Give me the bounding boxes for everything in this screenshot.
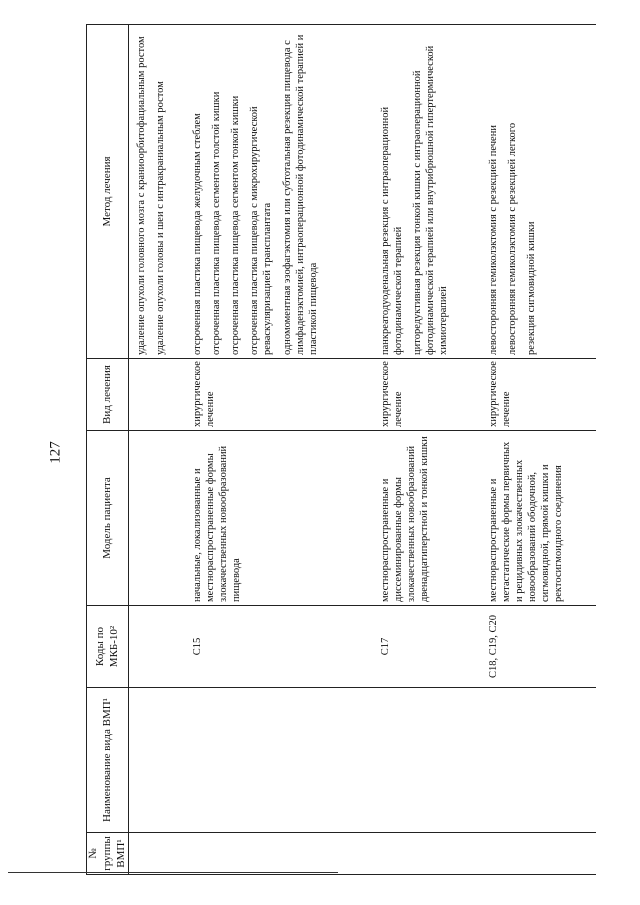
method-item: левосторонняя гемиколэктомия с резекцией легкого	[506, 122, 518, 355]
header-vmp-name: Наименование вида ВМП¹	[87, 688, 129, 833]
table-header-row	[87, 25, 129, 875]
method-item: отсроченная пластика пищевода желудочным стеблем	[191, 113, 203, 355]
cell-methods	[487, 25, 596, 359]
cell-group	[379, 833, 487, 875]
cell-code	[129, 606, 191, 688]
method-item: отсроченная пластика пищевода сегментом тонкой кишки	[230, 95, 242, 355]
cell-type: хирургическое лечение	[379, 359, 487, 431]
cell-type	[129, 359, 191, 431]
method-item: удаление опухоли головы и шеи с интракраниальным ростом	[155, 81, 167, 355]
method-item: циторедуктивная резекция тонкой кишки с интраоперационной фотодинамической терапией или внутрибрюшной гипертермической химиотерапией	[411, 45, 450, 355]
table-row	[487, 25, 596, 875]
cell-model: местнораспространенные и метастатические формы первичных и рецидивных злокачественных новообразований ободочной, сигмовидной, прямой кишки и ректосигмоидного соединения	[487, 431, 596, 606]
header-patient-model: Модель пациента	[87, 431, 129, 606]
cell-type: хирургическое лечение	[487, 359, 596, 431]
rotated-table-container	[86, 15, 606, 875]
method-item: левосторонняя гемиколэктомия с резекцией печени	[487, 125, 499, 355]
header-treatment-method: Метод лечения	[87, 25, 129, 359]
method-item: удаление опухоли головного мозга с краниоорбитофациальным ростом	[136, 36, 148, 355]
table-row	[191, 25, 379, 875]
method-item: панкреатодуоденальная резекция с интраоперационной фотодинамической терапией	[379, 106, 404, 355]
method-item: отсроченная пластика пищевода с микрохирургической реваскуляризацией трансплантата	[249, 106, 274, 355]
cell-methods	[129, 25, 191, 359]
method-item: отсроченная пластика пищевода сегментом толстой кишки	[211, 91, 223, 355]
vmp-table	[86, 24, 596, 875]
cell-code: C15	[191, 606, 379, 688]
page-number: 127	[47, 441, 64, 464]
cell-code: C17	[379, 606, 487, 688]
method-item: одномоментная эзофагэктомия или субтотальная резекция пищевода с лимфаденэктомией, интраоперационной фотодинамической терапией и пластикой пищевода	[281, 34, 319, 355]
header-treatment-type: Вид лечения	[87, 359, 129, 431]
cell-code: C18, C19, C20	[487, 606, 596, 688]
cell-model: местнораспространенные и диссеминированные формы злокачественных новообразований двенадцатиперстной и тонкой кишки	[379, 431, 487, 606]
table-row	[129, 25, 191, 875]
method-item: резекция сигмовидной кишки	[525, 221, 537, 355]
cell-group	[129, 833, 191, 875]
cell-vmp-name	[129, 688, 191, 833]
header-mkb-codes: Коды по МКБ-10²	[87, 606, 129, 688]
table-row	[379, 25, 487, 875]
header-group-number: № группы ВМП¹	[87, 833, 129, 875]
cell-type: хирургическое лечение	[191, 359, 379, 431]
cell-vmp-name	[487, 688, 596, 833]
cell-methods	[379, 25, 487, 359]
cell-model	[129, 431, 191, 606]
cell-vmp-name	[191, 688, 379, 833]
cell-group	[487, 833, 596, 875]
cell-vmp-name	[379, 688, 487, 833]
cell-group	[191, 833, 379, 875]
footnote-separator-line	[8, 872, 338, 873]
cell-methods	[191, 25, 379, 359]
cell-model: начальные, локализованные и местнораспространенные формы злокачественных новообразований пищевода	[191, 431, 379, 606]
